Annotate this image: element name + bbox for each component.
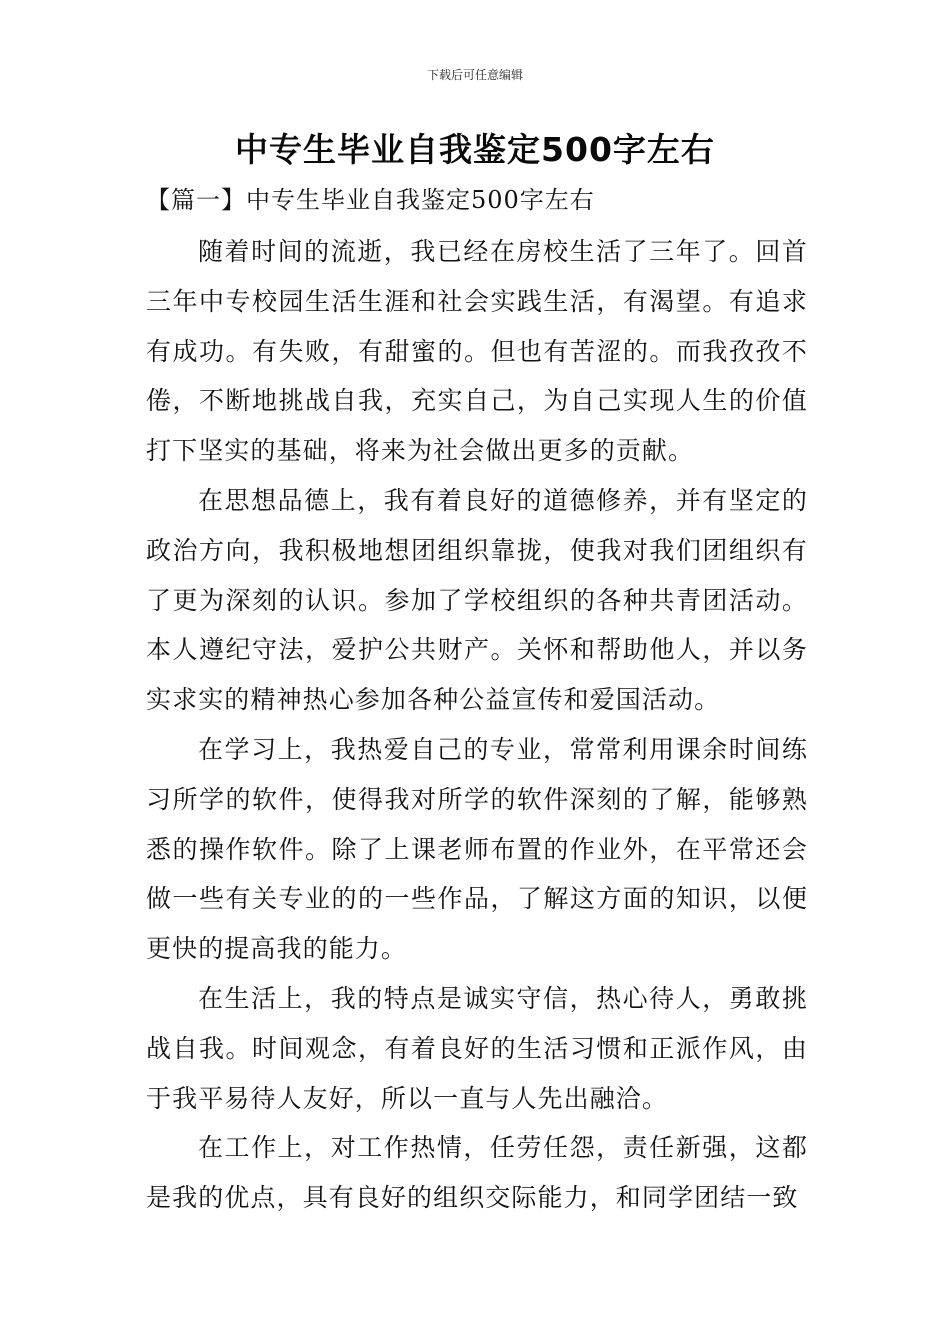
- paragraph-study: 在学习上，我热爱自己的专业，常常利用课余时间练习所学的软件，使得我对所学的软件深刻的了解，能够熟悉的操作软件。除了上课老师布置的作业外，在平常还会做一些有关专业的的一些作品，了解这方面的知识，以便更快的提高我的能力。: [146, 734, 808, 964]
- body-text: [146, 227, 808, 1223]
- paragraph-intro: 随着时间的流逝，我已经在房校生活了三年了。回首三年中专校园生活生涯和社会实践生活，有渴望。有追求有成功。有失败，有甜蜜的。但也有苦涩的。而我孜孜不倦，不断地挑战自我，充实自己，为自己实现人生的价值打下坚实的基础，将来为社会做出更多的贡献。: [146, 237, 808, 466]
- paragraph-work: 在工作上，对工作热情，任劳任怨，责任新强，这都是我的优点，具有良好的组织交际能力，和同学团结一致: [146, 1133, 808, 1213]
- paragraph-ideology: 在思想品德上，我有着良好的道德修养，并有坚定的政治方向，我积极地想团组织靠拢，使我对我们团组织有了更为深刻的认识。参加了学校组织的各种共青团活动。本人遵纪守法，爱护公共财产。关怀和帮助他人，并以务实求实的精神热心参加各种公益宣传和爱国活动。: [146, 485, 808, 715]
- paragraph-life: 在生活上，我的特点是诚实守信，热心待人，勇敢挑战自我。时间观念，有着良好的生活习惯和正派作风，由于我平易待人友好，所以一直与人先出融洽。: [146, 983, 808, 1113]
- document-title: 中专生毕业自我鉴定500字左右: [235, 130, 715, 169]
- header-note: 下载后可任意编辑: [426, 68, 523, 82]
- section-heading: 【篇一】中专生毕业自我鉴定500字左右: [146, 186, 595, 214]
